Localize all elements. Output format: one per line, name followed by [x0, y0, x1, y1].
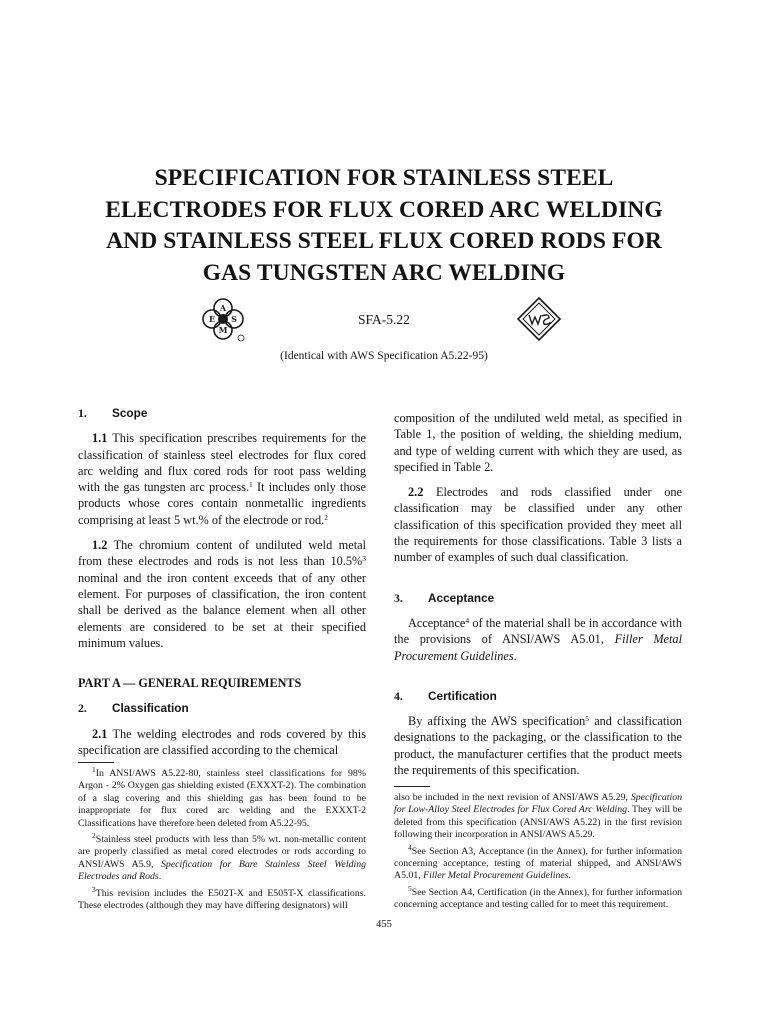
aws-diamond-logo-icon: [516, 296, 562, 342]
footnote-3-continued: also be included in the next revision of ANSI/AWS A5.29, Specification for Low-Alloy Steel Electrodes for Flux Cored Arc Welding. They will be deleted from this specification (ANSI/AWS A5.22) in the first revision following their incorporation in ANSI/AWS A5.29.: [394, 792, 682, 841]
svg-text:A: A: [219, 303, 227, 313]
title-line-3: AND STAINLESS STEEL FLUX CORED RODS FOR: [106, 228, 662, 254]
footnote-rule: [78, 762, 114, 763]
paragraph-2-1-continued: composition of the undiluted weld metal, as specified in Table 1, the position of welding, the shielding medium, and type of welding current with which they are used, as specified in Table 2.: [394, 411, 682, 474]
paragraph-1-1: 1.1 This specification prescribes requirements for the classification of stainless steel electrodes for flux cored arc welding and flux cored rods for root pass welding with the gas tungsten arc process.$^1$ It includes only those products whose cores contain nonmetallic ingredients comprising at least 5 wt.% of the electrode or rod.$^2$: [78, 431, 366, 527]
footnote-4: $^4$See Section A3, Acceptance (in the Annex), for further information concerning acceptance, testing of material shipped, and ANSI/AWS A5.01, Filler Metal Procurement Guidelines.: [394, 842, 682, 882]
paragraph-2-1: 2.1 The welding electrodes and rods covered by this specification are classified according to the chemical: [78, 726, 366, 758]
footnote-5: $^5$See Section A4, Certification (in the Annex), for further information concerning acceptance and testing called for to meet this requirement.: [394, 883, 682, 911]
paragraph-2-2: 2.2 Electrodes and rods classified under one classification may be classified under any other classification of this specification provided they meet all the requirements for those classifications. Table 3 lists a number of examples of such dual classification.: [394, 485, 682, 565]
page-number: 455: [376, 919, 392, 930]
right-column: [394, 410, 682, 778]
title-line-4: GAS TUNGSTEN ARC WELDING: [202, 259, 566, 286]
footnote-2: $^2$Stainless steel products with less than 5% wt. non-metallic content are properly classified as metal cored electrodes or rods according to ANSI/AWS A5.9, Specification for Bare Stainless Steel Welding Electrodes and Rods.: [78, 831, 366, 883]
svg-text:S: S: [231, 314, 237, 324]
title-line-1: SPECIFICATION FOR STAINLESS STEEL: [154, 165, 614, 191]
spec-number: SFA-5.22: [358, 312, 410, 327]
classification-heading: 2. Classification: [78, 701, 189, 716]
footnotes-right: [394, 786, 682, 916]
footnotes-left: [78, 762, 366, 916]
acceptance-heading: 3. Acceptance: [394, 590, 495, 605]
document-title: [60, 163, 708, 289]
footnote-rule: [394, 786, 430, 787]
part-a-heading: PART A — GENERAL REQUIREMENTS: [78, 676, 302, 691]
certification-heading: 4. Certification: [394, 688, 497, 703]
left-column: [78, 405, 366, 758]
acceptance-paragraph: Acceptance$^4$ of the material shall be in accordance with the provisions of ANSI/AWS A5.01, Filler Metal Procurement Guidelines.: [394, 615, 683, 663]
title-line-2: ELECTRODES FOR FLUX CORED ARC WELDING: [105, 196, 663, 223]
svg-text:M: M: [218, 325, 228, 335]
certification-paragraph: By affixing the AWS specification$^5$ and classification designations to the packaging, or the classification to the product, the manufacturer certifies that the product meets the requirements of this specification.: [394, 714, 682, 778]
identical-note: (Identical with AWS Specification A5.22-95): [280, 350, 488, 362]
footnote-1: $^1$In ANSI/AWS A5.22-80, stainless steel classifications for 98% Argon - 2% Oxygen gas shielding existed (EXXXT-2). The combination of a slag covering and this shielding gas has been found to be inappropriate for flux cored arc welding and the EXXXT-2 Classifications have therefore been deleted from A5.22-95.: [78, 765, 366, 829]
svg-text:E: E: [208, 314, 216, 324]
paragraph-1-2: 1.2 The chromium content of undiluted weld metal from these electrodes and rods is not less than 10.5%$^3$ nominal and the iron content exceeds that of any other element. For purposes of classification, the iron content shall be derived as the balance element when all other elements are considered to be set at their specified minimum values.: [78, 538, 366, 650]
footnote-3: $^3$This revision includes the E502T-X and E505T-X classifications. These electrodes (although they may have differing designators) will: [78, 884, 366, 912]
scope-heading: 1. Scope: [78, 406, 148, 420]
